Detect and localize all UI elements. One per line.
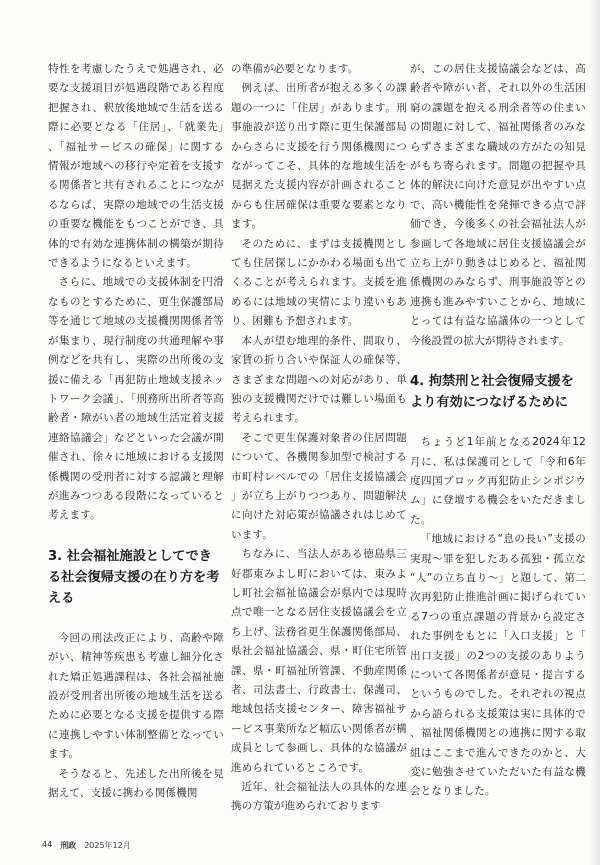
- page-number: 44: [42, 840, 53, 849]
- body-paragraph: が、この居住支援協議会などは、高齢者や障がい者、それ以外の生活困窮の課題を抱える刑余者等の住まいの問題に対して、福祉関係者のみならずさまざまな職域の方がたの知見がもち寄られます。問題の把握や具体的解決に向けた意見が出やすい点で、高い機能性を発揮できる点で評価でき、今後多くの社会福祉法人が参画して各地域に居住支援協議会が立ち上がり動きはじめると、福祉関係機関のみならず、刑事施設等との連携も進みやすいことから、地域にとっては有益な協議体の一つとして今後設置の拡大が期待されます。: [410, 63, 586, 347]
- body-paragraph: さらに、地域での支援体制を円滑なものとするために、更生保護部局等を通じて地域の支援機関関係者等が集まり、現行制度の共通理解や事例などを共有し、実際の出所後の支援に備える「再犯防止地域支援ネットワーク会議」、「刑務所出所者等高齢者・障がい者の地域生活定着支援連絡協議会」などといった会議が開催され、徐々に地域における支援関係機関の受刑者に対する認識と理解が進みつつある段階になっていると考えます。: [48, 276, 224, 522]
- page-footer: [42, 840, 131, 851]
- body-paragraph: ちょうど1年前となる2024年12月に、私は保護司として「令和6年度四国ブロック再犯防止シンポジウム」に登壇する機会をいただきました。: [410, 436, 586, 526]
- column-2: [231, 60, 407, 817]
- body-paragraph: ちなみに、当法人がある徳島県三好郡東みよし町においては、東みよし町社会福祉協議会が県内では現時点で唯一となる居住支援協議会を立ち上げ、法務省更生保護関係部局、県社会福祉協議会、県・町住宅所管課、県・町福祉所管課、不動産関係者、司法書士、行政書士、保護司、地域包括支援センター、障害福祉サービス事業所など幅広い関係者が構成員として参画し、具体的な協議が進められているところです。: [231, 548, 407, 774]
- column-1: [48, 60, 224, 803]
- body-paragraph: 近年、社会福祉法人の具体的な連携の方策が進められております: [231, 781, 407, 813]
- journal-name: 刑政: [60, 841, 77, 850]
- column-3: [410, 60, 586, 802]
- body-paragraph: 今回の刑法改正により、高齢や障がい、精神等疾患も考慮し細分化された矯正処遇課程は、各社会福祉施設が受刑者出所後の地域生活を送るために必要となる支援を提供する際に連携しやすい体制整備となっています。: [48, 631, 224, 761]
- body-paragraph: 特性を考慮したうえで処遇され、必要な支援項目が処遇段階である程度把握され、釈放後地域で生活を送る際に必要となる「住居」、「就業先」、「福祉サービスの確保」に関する情報が地域への移行や定着を支援する関係者と共有されることにつながるならば、実際の地域での生活支援の重要な機能をもつことができ、具体的で有効な連携体制の構築が期待できるようになるといえます。: [48, 63, 224, 270]
- body-paragraph: そのために、まずは支援機関としても住居探しにかかわる場面も出てくることが考えられます。支援を進めるには地域の実情により違いもあり、困難も予想されます。: [231, 237, 407, 328]
- page-edge-shadow: [590, 0, 600, 865]
- body-paragraph: 「地域における“息の長い”支援の実現〜罪を犯したある孤独・孤立な“人”の立ち直り〜」と題して、第二次再犯防止推進計画に掲げられている7つの重点課題の背景から設定された事例をもとに「入口支援」と「出口支援」の2つの支援のありようについて各関係者が意見・提言するというものでした。それぞれの視点から語られる支援策は実に具体的で、福祉関係機関との連携に関する取組はここまで進んできたのかと、大変に勉強させていただいた有益な機会となりました。: [410, 533, 586, 798]
- body-paragraph: 本人が望む地理的条件、間取り、家賃の折り合いや保証人の確保等、さまざまな問題への対応があり、単独の支援機関だけでは難しい場面も考えられます。: [231, 334, 407, 425]
- body-paragraph: そこで更生保護対象者の住居問題について、各機関参加型で検討する市町村レベルでの「居住支援協議会」が立ち上がりつつあり、問題解決に向けた対応策が協議されはじめています。: [231, 431, 407, 541]
- body-paragraph: の準備が必要となります。: [231, 63, 359, 75]
- body-paragraph: 例えば、出所者が抱える多くの課題の一つに「住居」があります。刑事施設が送り出す際に更生保護部局からさらに支援を行う関係機関につながってこそ、具体的な地域生活を見据えた支援内容が計画されることからも住居確保は重要な要素となります。: [231, 82, 407, 231]
- body-paragraph: そうなると、先述した出所後を見据えて、支援に携わる関係機関: [48, 767, 224, 799]
- section-heading: 4. 拘禁刑と社会復帰支援をより有効につなげるために: [410, 374, 574, 411]
- section-heading: 3. 社会福祉施設としてできる社会復帰支援の在り方を考える: [48, 548, 220, 606]
- issue-date: 2025年12月: [84, 841, 131, 850]
